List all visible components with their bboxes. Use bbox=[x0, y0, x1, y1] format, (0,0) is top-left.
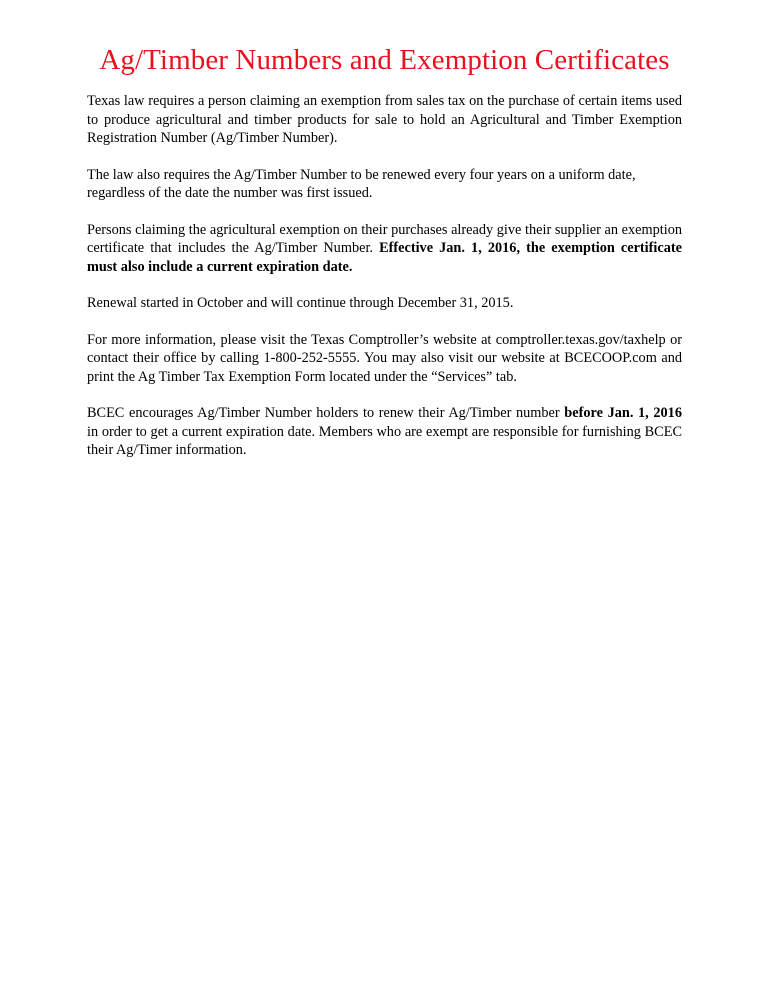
paragraph-bcec-encouragement bbox=[87, 404, 682, 460]
paragraph-bcec-text-end: in order to get a current expiration date. Members who are exempt are responsible for furnishing BCEC their Ag/Timer information. bbox=[87, 423, 682, 458]
paragraph-exemption-certificate-text: Persons claiming the agricultural exemption on their purchases already give their supplier an exemption certificate that includes the Ag/Timber Number. bbox=[87, 221, 682, 256]
paragraph-renewal-period: Renewal started in October and will continue through December 31, 2015. bbox=[87, 295, 514, 311]
paragraph-law-requirement: Texas law requires a person claiming an exemption from sales tax on the purchase of certain items used to produce agricultural and timber products for sale to hold an Agricultural and Timber Exemption Registration Number (Ag/Timber Number). bbox=[87, 93, 682, 146]
document-body bbox=[87, 92, 682, 460]
paragraph-renewal-requirement: The law also requires the Ag/Timber Number to be renewed every four years on a uniform date, regardless of the date the number was first issued. bbox=[87, 166, 636, 201]
paragraph-exemption-certificate bbox=[87, 221, 682, 277]
paragraph-bcec-text-start: BCEC encourages Ag/Timber Number holders to renew their Ag/Timber number bbox=[87, 405, 565, 421]
paragraph-more-information: For more information, please visit the Texas Comptroller’s website at comptroller.texas.gov/taxhelp or contact their office by calling 1-800-252-5555. You may also visit our website at BCECOOP.com and print the Ag Timber Tax Exemption Form located under the “Services” tab. bbox=[87, 331, 682, 385]
renewal-deadline: before Jan. 1, 2016 bbox=[564, 405, 682, 421]
document-title: Ag/Timber Numbers and Exemption Certificates bbox=[99, 44, 670, 76]
effective-date-notice: Effective Jan. 1, 2016, the exemption certificate must also include a current expiration date. bbox=[87, 240, 682, 275]
